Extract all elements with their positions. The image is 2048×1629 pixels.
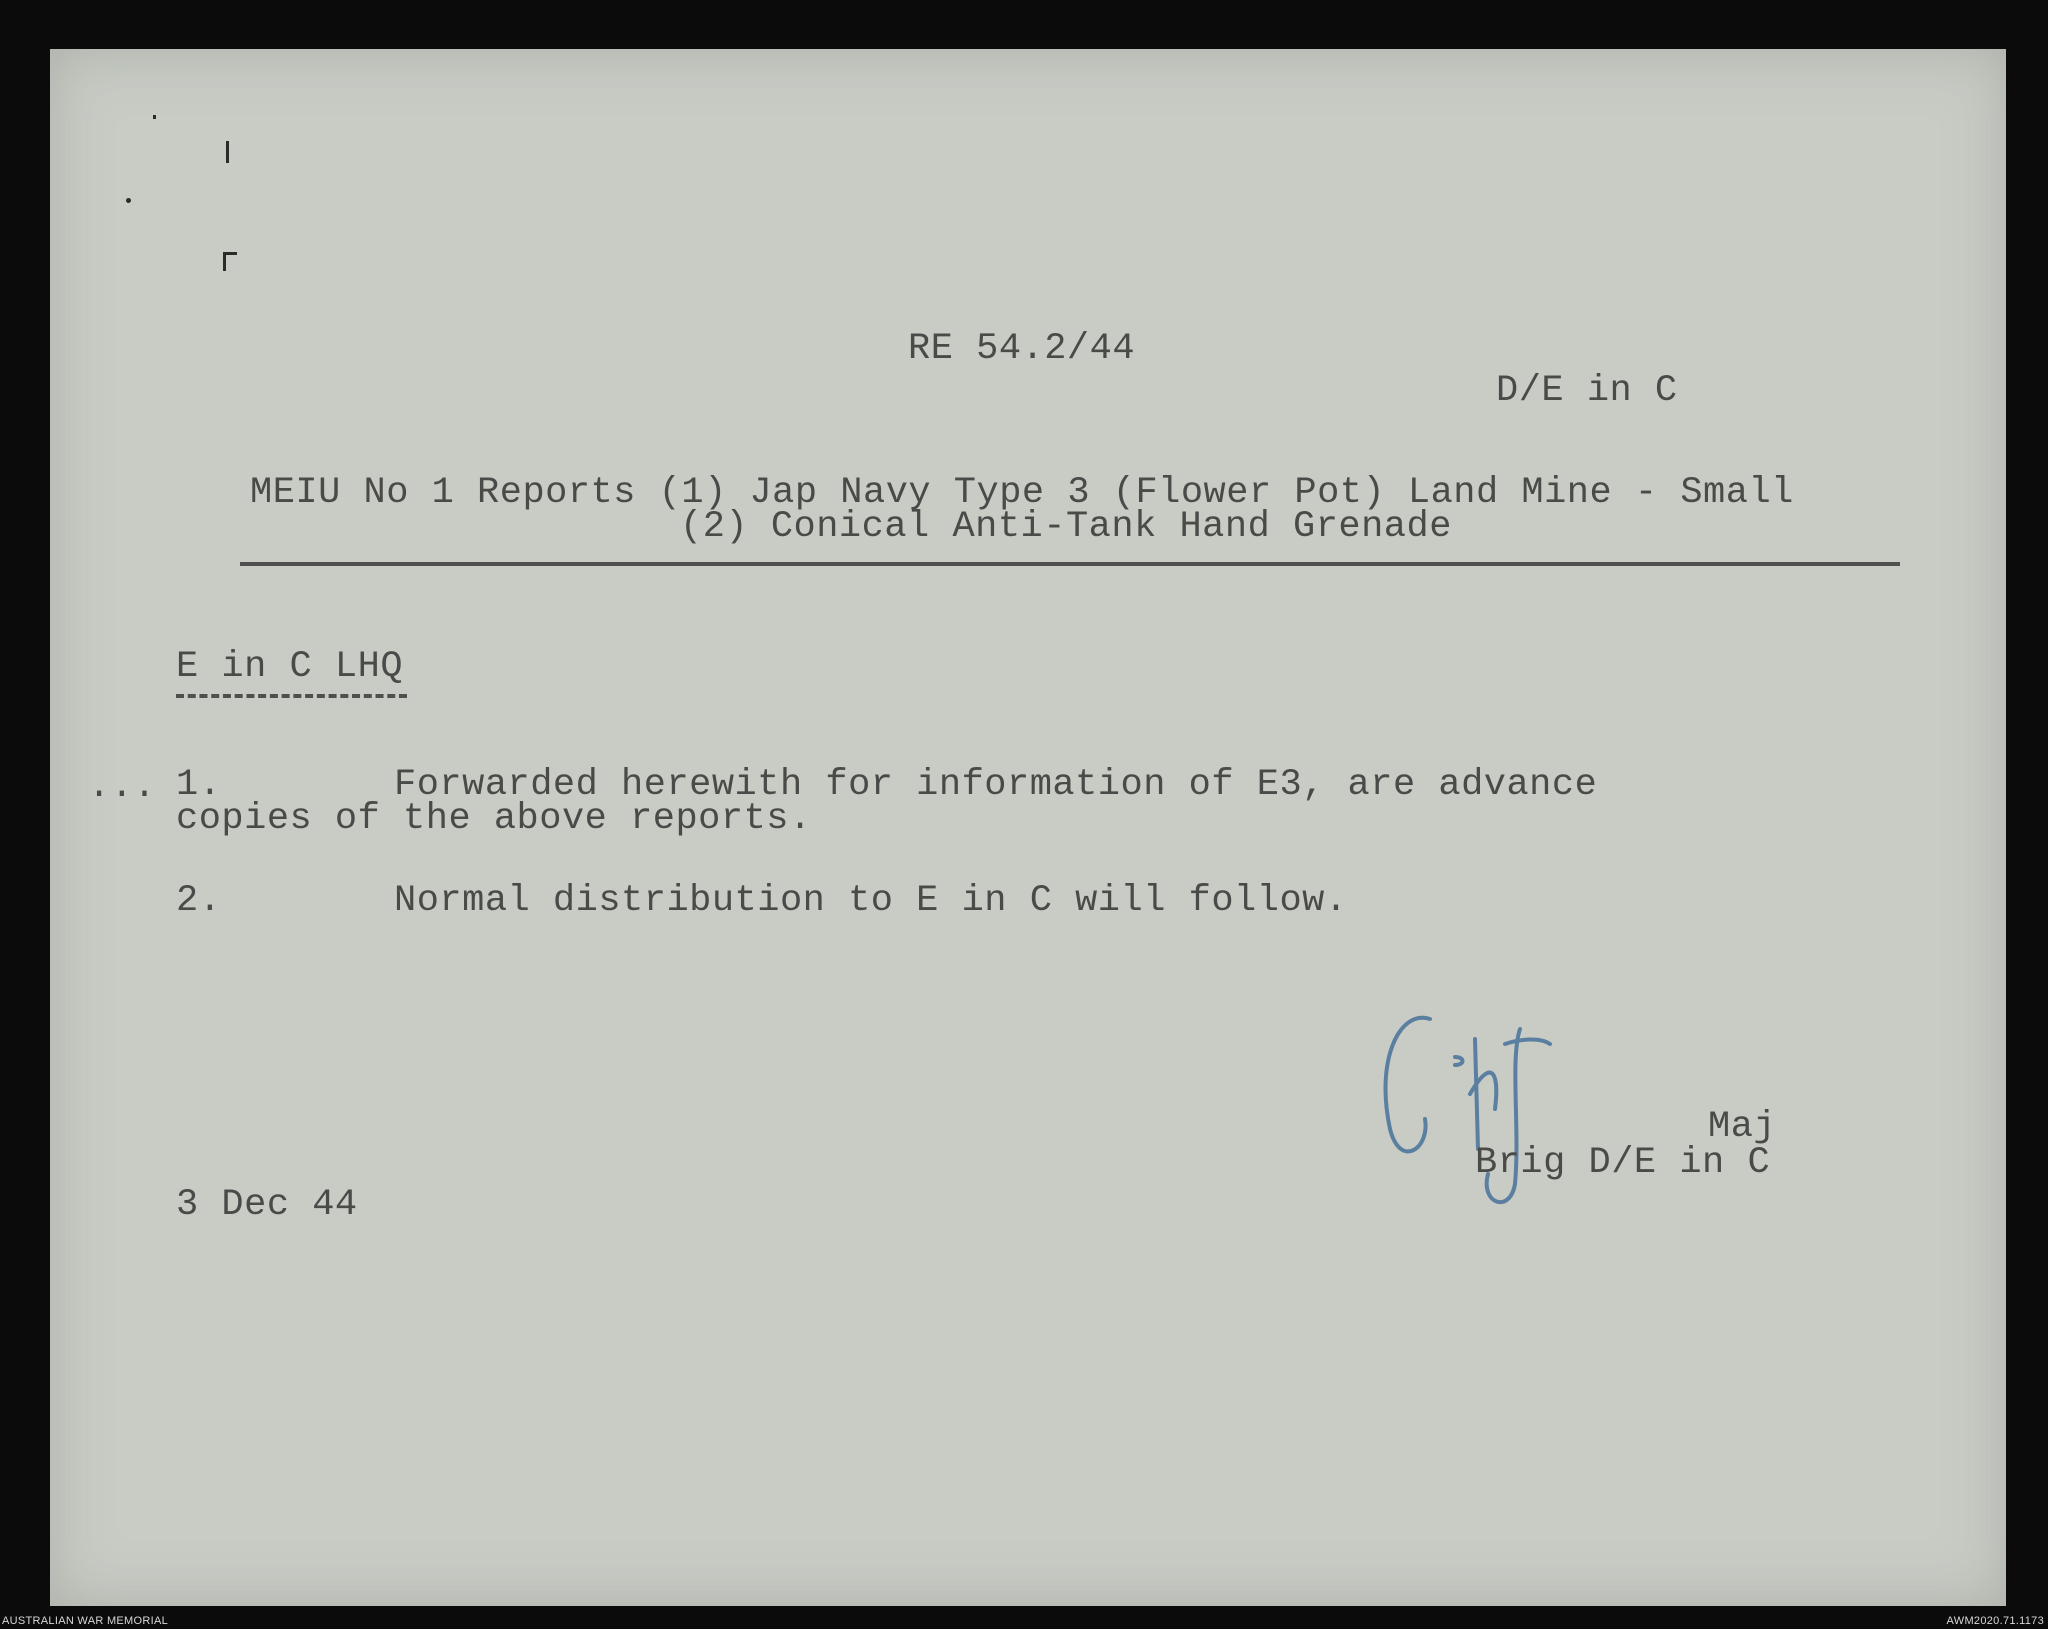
margin-mark [226, 141, 229, 163]
from-office: D/E in C [1496, 370, 1678, 412]
addressee: E in C LHQ [176, 646, 404, 688]
margin-mark [126, 198, 131, 203]
subject-underline [240, 562, 1900, 566]
paragraph-1-line-1: Forwarded herewith for information of E3, are advance [394, 764, 1598, 806]
margin-mark [223, 252, 237, 255]
signature-title: Brig D/E in C [1475, 1142, 1771, 1184]
subject-line-2: (2) Conical Anti-Tank Hand Grenade [680, 506, 1452, 548]
signature-rank: Maj [1708, 1106, 1777, 1148]
subject-line-1: MEIU No 1 Reports (1) Jap Navy Type 3 (Flower Pot) Land Mine - Small [250, 472, 1794, 514]
margin-mark [153, 115, 156, 119]
paragraph-1-line-2: copies of the above reports. [176, 798, 812, 840]
reference-number: RE 54.2/44 [908, 328, 1136, 370]
footer-credit: AUSTRALIAN WAR MEMORIAL [2, 1615, 169, 1627]
paragraph-2-line-1: Normal distribution to E in C will follow. [394, 880, 1348, 922]
footer-accession-number: AWM2020.71.1173 [1946, 1615, 2044, 1627]
document-page [50, 49, 2006, 1606]
addressee-underline [176, 694, 407, 698]
paragraph-2-number: 2. [176, 880, 222, 922]
margin-mark [223, 253, 226, 271]
signature-initials [1370, 999, 1590, 1219]
paragraph-1-margin-mark: ... [88, 766, 157, 808]
paragraph-1-number: 1. [176, 764, 222, 806]
document-date: 3 Dec 44 [176, 1184, 358, 1226]
